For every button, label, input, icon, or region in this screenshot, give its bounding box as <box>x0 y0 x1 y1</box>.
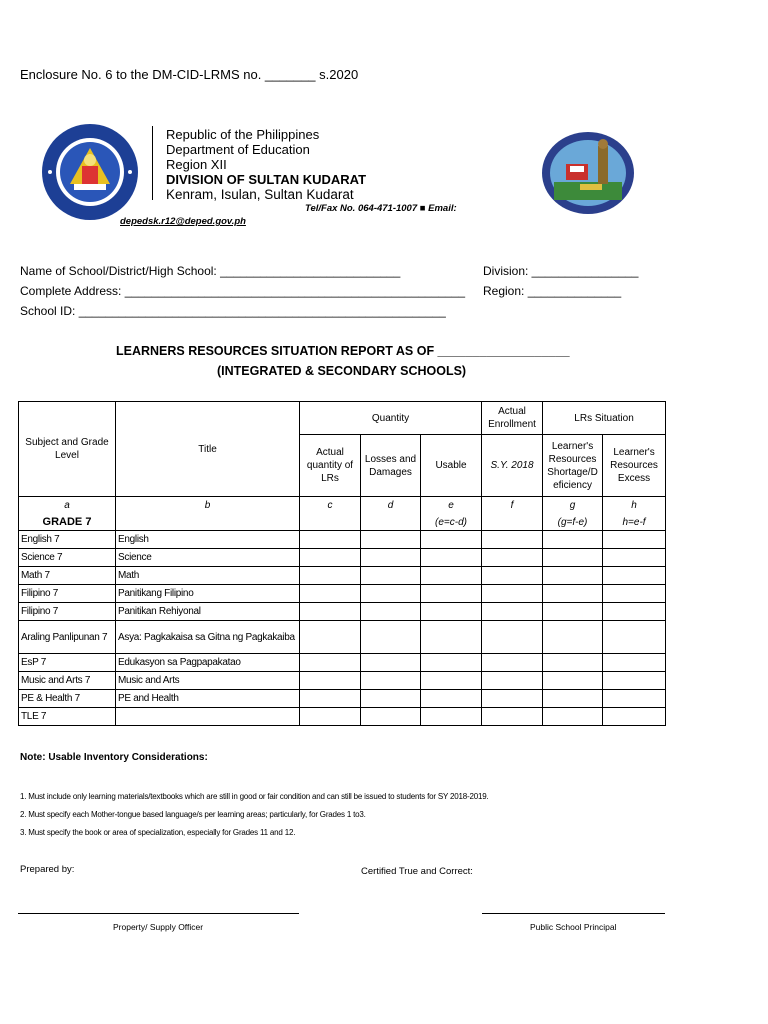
property-officer-role: Property/ Supply Officer <box>113 922 204 932</box>
table-row <box>19 531 666 549</box>
title-cell: Panitikang Filipino <box>116 585 300 603</box>
title-cell: Edukasyon sa Pagpapakatao <box>116 654 300 672</box>
note-item-1: 1. Must include only learning materials/textbooks which are still in good or fair condition and can still be issued to students for SY 2018-2019. <box>20 792 489 801</box>
input-cell[interactable] <box>543 621 603 654</box>
school-year-header: S.Y. 2018 <box>482 435 543 497</box>
input-cell[interactable] <box>361 654 421 672</box>
usable-header: Usable <box>421 435 482 497</box>
input-cell[interactable] <box>300 621 361 654</box>
division-sultan-kudarat-logo <box>540 130 636 216</box>
subject-cell: PE & Health 7 <box>19 690 116 708</box>
input-cell[interactable] <box>421 672 482 690</box>
input-cell[interactable] <box>603 708 666 726</box>
input-cell[interactable] <box>482 585 543 603</box>
lr-situation-table <box>18 401 666 726</box>
formula-e: (e=c-d) <box>421 515 482 531</box>
col-letter-b: b <box>116 497 300 515</box>
subject-cell: Math 7 <box>19 567 116 585</box>
input-cell[interactable] <box>543 549 603 567</box>
table-row <box>19 603 666 621</box>
input-cell[interactable] <box>361 585 421 603</box>
input-cell[interactable] <box>421 654 482 672</box>
input-cell[interactable] <box>361 621 421 654</box>
actual-quantity-header: Actual quantity of LRs <box>300 435 361 497</box>
principal-signature-line[interactable] <box>482 913 665 914</box>
input-cell[interactable] <box>543 672 603 690</box>
property-officer-signature-line[interactable] <box>18 913 299 914</box>
subject-cell: Music and Arts 7 <box>19 672 116 690</box>
subject-cell: EsP 7 <box>19 654 116 672</box>
input-cell[interactable] <box>482 603 543 621</box>
input-cell[interactable] <box>421 549 482 567</box>
input-cell[interactable] <box>300 708 361 726</box>
losses-header: Losses and Damages <box>361 435 421 497</box>
header-row-1 <box>19 402 666 435</box>
input-cell[interactable] <box>300 672 361 690</box>
input-cell[interactable] <box>603 603 666 621</box>
enclosure-line: Enclosure No. 6 to the DM-CID-LRMS no. _______ s.2020 <box>20 67 359 82</box>
subject-cell: Araling Panlipunan 7 <box>19 621 116 654</box>
title-cell: PE and Health <box>116 690 300 708</box>
title-cell <box>116 708 300 726</box>
division-field[interactable]: Division: ________________ <box>483 264 639 278</box>
note-item-3: 3. Must specify the book or area of specialization, especially for Grades 11 and 12. <box>20 828 296 837</box>
enrollment-header: Actual Enrollment <box>482 402 543 435</box>
principal-role: Public School Principal <box>530 922 617 932</box>
title-cell: Asya: Pagkakaisa sa Gitna ng Pagkakaiba <box>116 621 300 654</box>
subject-header: Subject and Grade Level <box>19 402 116 497</box>
input-cell[interactable] <box>543 603 603 621</box>
excess-header: Learner's Resources Excess <box>603 435 666 497</box>
report-subtitle: (INTEGRATED & SECONDARY SCHOOLS) <box>217 364 467 378</box>
input-cell[interactable] <box>361 549 421 567</box>
table-row <box>19 567 666 585</box>
title-cell: Science <box>116 549 300 567</box>
input-cell[interactable] <box>543 708 603 726</box>
subject-cell: Filipino 7 <box>19 603 116 621</box>
input-cell[interactable] <box>361 708 421 726</box>
input-cell[interactable] <box>421 690 482 708</box>
input-cell[interactable] <box>482 654 543 672</box>
input-cell[interactable] <box>300 585 361 603</box>
input-cell[interactable] <box>300 603 361 621</box>
input-cell[interactable] <box>421 621 482 654</box>
grade-c-cell <box>300 515 361 531</box>
subject-cell: English 7 <box>19 531 116 549</box>
table-row <box>19 690 666 708</box>
input-cell[interactable] <box>603 621 666 654</box>
col-letter-f: f <box>482 497 543 515</box>
input-cell[interactable] <box>482 690 543 708</box>
table-row <box>19 654 666 672</box>
col-letter-h: h <box>603 497 666 515</box>
input-cell[interactable] <box>603 531 666 549</box>
deped-seal-logo <box>40 122 140 222</box>
department-line: Department of Education <box>166 142 310 157</box>
input-cell[interactable] <box>421 603 482 621</box>
input-cell[interactable] <box>603 549 666 567</box>
table-row <box>19 585 666 603</box>
table-row <box>19 549 666 567</box>
title-cell: Panitikan Rehiyonal <box>116 603 300 621</box>
input-cell[interactable] <box>361 531 421 549</box>
table-row <box>19 621 666 654</box>
input-cell[interactable] <box>482 531 543 549</box>
input-cell[interactable] <box>300 567 361 585</box>
input-cell[interactable] <box>361 567 421 585</box>
title-cell: Music and Arts <box>116 672 300 690</box>
complete-address-field[interactable]: Complete Address: ___________________________________________________ <box>20 284 466 298</box>
input-cell[interactable] <box>482 567 543 585</box>
input-cell[interactable] <box>421 567 482 585</box>
subject-cell: TLE 7 <box>19 708 116 726</box>
note-item-2: 2. Must specify each Mother-tongue based language/s per learning areas; particularly, for Grades 1 to3. <box>20 810 366 819</box>
certified-label: Certified True and Correct: <box>361 866 473 877</box>
division-line: DIVISION OF SULTAN KUDARAT <box>166 172 367 187</box>
input-cell[interactable] <box>482 621 543 654</box>
grade-row <box>19 515 666 531</box>
input-cell[interactable] <box>603 654 666 672</box>
address-line: Kenram, Isulan, Sultan Kudarat <box>166 187 354 202</box>
input-cell[interactable] <box>603 585 666 603</box>
situation-header: LRs Situation <box>543 402 666 435</box>
report-title: LEARNERS RESOURCES SITUATION REPORT AS OF ___________________ <box>116 344 570 358</box>
input-cell[interactable] <box>543 585 603 603</box>
col-letter-d: d <box>361 497 421 515</box>
region-field[interactable]: Region: ______________ <box>483 284 622 298</box>
formula-g: (g=f-e) <box>543 515 603 531</box>
input-cell[interactable] <box>482 672 543 690</box>
quantity-header: Quantity <box>300 402 482 435</box>
republic-line: Republic of the Philippines <box>166 127 320 142</box>
input-cell[interactable] <box>543 690 603 708</box>
input-cell[interactable] <box>300 654 361 672</box>
region-line: Region XII <box>166 157 227 172</box>
input-cell[interactable] <box>300 549 361 567</box>
grade-d-cell <box>361 515 421 531</box>
input-cell[interactable] <box>421 585 482 603</box>
notes-heading: Note: Usable Inventory Considerations: <box>20 752 208 763</box>
title-header: Title <box>116 402 300 497</box>
input-cell[interactable] <box>603 672 666 690</box>
formula-h: h=e-f <box>603 515 666 531</box>
col-letter-e: e <box>421 497 482 515</box>
col-letter-a: a <box>19 497 116 515</box>
shortage-header: Learner's Resources Shortage/D eficiency <box>543 435 603 497</box>
title-cell: English <box>116 531 300 549</box>
col-letter-g: g <box>543 497 603 515</box>
grade-f-cell <box>482 515 543 531</box>
input-cell[interactable] <box>543 654 603 672</box>
input-cell[interactable] <box>603 567 666 585</box>
school-name-field[interactable]: Name of School/District/High School: ___________________________ <box>20 264 401 278</box>
input-cell[interactable] <box>421 531 482 549</box>
input-cell[interactable] <box>603 690 666 708</box>
input-cell[interactable] <box>361 603 421 621</box>
email-link[interactable]: depedsk.r12@deped.gov.ph <box>120 216 246 227</box>
col-letter-c: c <box>300 497 361 515</box>
input-cell[interactable] <box>361 672 421 690</box>
subject-cell: Science 7 <box>19 549 116 567</box>
school-id-field[interactable]: School ID: _______________________________________________________ <box>20 304 446 318</box>
table-row <box>19 708 666 726</box>
input-cell[interactable] <box>482 708 543 726</box>
grade-title-cell <box>116 515 300 531</box>
grade-label: GRADE 7 <box>19 515 116 531</box>
office-header <box>166 127 366 202</box>
input-cell[interactable] <box>361 690 421 708</box>
telfax-line: Tel/Fax No. 064-471-1007 ■ Email: <box>305 203 457 214</box>
subject-cell: Filipino 7 <box>19 585 116 603</box>
input-cell[interactable] <box>421 708 482 726</box>
table-row <box>19 672 666 690</box>
header-divider <box>152 126 153 200</box>
input-cell[interactable] <box>482 549 543 567</box>
input-cell[interactable] <box>543 531 603 549</box>
title-cell: Math <box>116 567 300 585</box>
input-cell[interactable] <box>300 690 361 708</box>
prepared-by-label: Prepared by: <box>20 864 75 875</box>
input-cell[interactable] <box>543 567 603 585</box>
input-cell[interactable] <box>300 531 361 549</box>
letters-row <box>19 497 666 515</box>
